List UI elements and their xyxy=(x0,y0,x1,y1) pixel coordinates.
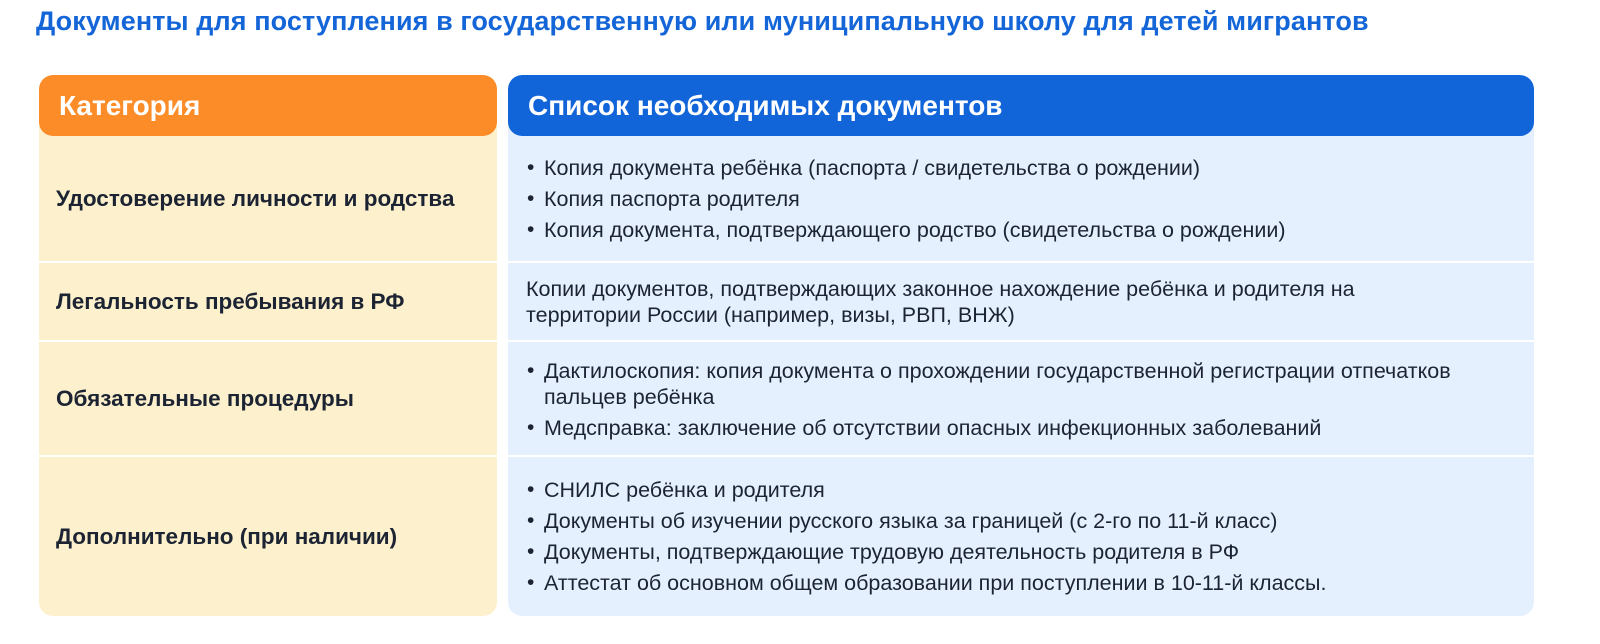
list-item: • Документы об изучении русского языка за границей (с 2-го по 11-й класс) xyxy=(526,508,1514,534)
category-cell: Легальность пребывания в РФ xyxy=(56,289,405,314)
documents-row xyxy=(508,136,1534,262)
documents-list xyxy=(526,150,1514,248)
category-row xyxy=(39,136,497,262)
list-item: • Медсправка: заключение об отсутствии опасных инфекционных заболеваний xyxy=(526,415,1514,441)
list-item: • Дактилоскопия: копия документа о прохождении государственной регистрации отпечатков пальцев ребёнка xyxy=(526,358,1514,410)
category-row xyxy=(39,455,497,616)
category-cell: Дополнительно (при наличии) xyxy=(56,523,398,549)
category-header: Категория xyxy=(39,75,497,136)
documents-column xyxy=(508,75,1534,616)
list-item: • Аттестат об основном общем образовании при поступлении в 10-11-й классы. xyxy=(526,570,1514,596)
list-item: • СНИЛС ребёнка и родителя xyxy=(526,477,1514,503)
list-item: • Документы, подтверждающие трудовую деятельность родителя в РФ xyxy=(526,539,1514,565)
list-item: • Копия документа, подтверждающего родство (свидетельства о рождении) xyxy=(526,217,1514,243)
documents-list xyxy=(526,472,1514,601)
list-item: • Копия документа ребёнка (паспорта / свидетельства о рождении) xyxy=(526,155,1514,181)
documents-cell xyxy=(508,457,1534,616)
documents-text: Копии документов, подтверждающих законное нахождение ребёнка и родителя на территории России (например, визы, РВП, ВНЖ) xyxy=(526,277,1355,327)
documents-header: Список необходимых документов xyxy=(508,75,1534,136)
documents-row xyxy=(508,261,1534,341)
documents-row xyxy=(508,455,1534,616)
category-cell: Обязательные процедуры xyxy=(56,386,355,411)
category-column xyxy=(39,75,497,616)
documents-cell xyxy=(508,263,1534,341)
documents-row xyxy=(508,340,1534,456)
list-item: • Копия паспорта родителя xyxy=(526,186,1514,212)
documents-list xyxy=(526,353,1514,446)
documents-cell xyxy=(508,136,1534,262)
category-cell: Удостоверение личности и родства xyxy=(56,186,455,211)
category-row xyxy=(39,261,497,341)
page-title: Документы для поступления в государственную или муниципальную школу для детей мигрантов xyxy=(36,6,1369,36)
documents-cell xyxy=(508,342,1534,456)
category-row xyxy=(39,340,497,456)
